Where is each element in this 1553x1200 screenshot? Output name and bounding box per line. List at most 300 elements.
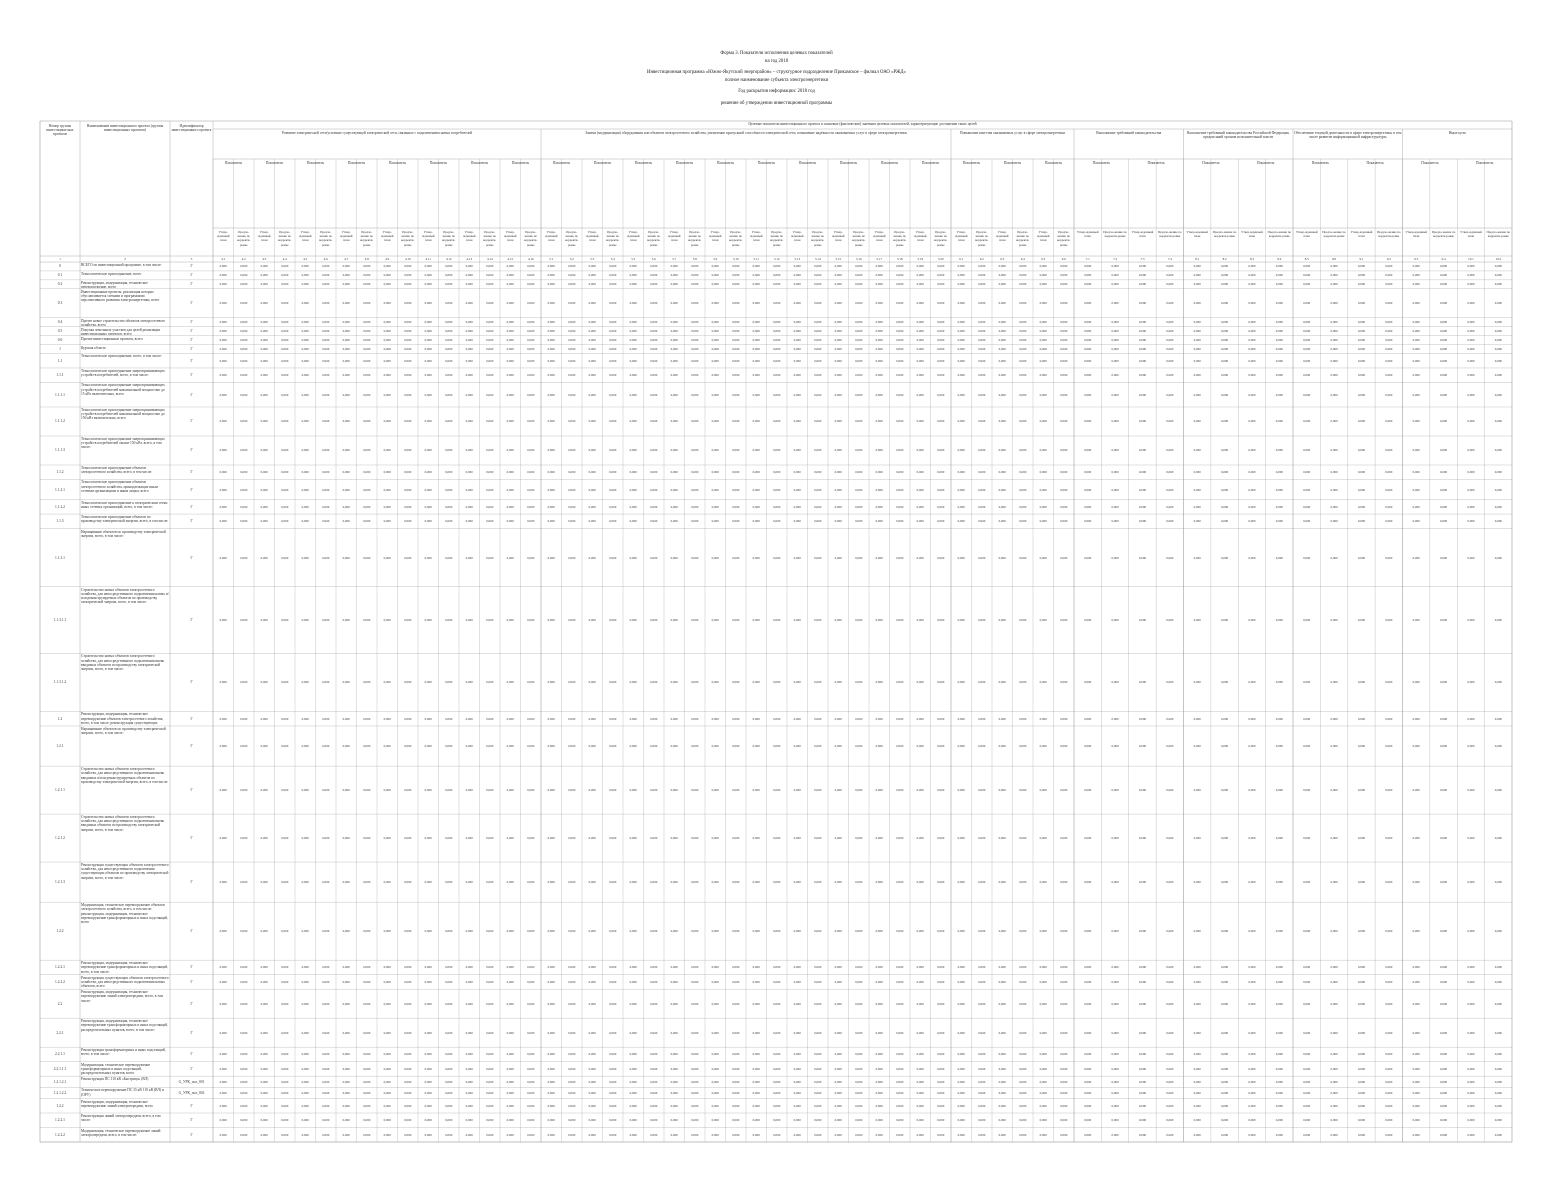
cell-value: 0,000 [480,717,501,722]
cell-value: 0,000 [746,519,767,524]
cell-value: 0,000 [1238,836,1265,841]
cell-value: 0,000 [1485,1091,1512,1096]
cell-value: 0,000 [582,717,603,722]
cell-value: 0,000 [398,329,419,334]
cell-value: 0,000 [644,393,665,398]
cell-value: 0,000 [418,393,439,398]
cell-value: 0,000 [1375,519,1402,524]
cell-value: 0,000 [1184,273,1211,278]
cell-value: 0,000 [1211,273,1238,278]
row-number: 0.3 [41,301,79,306]
cell-value: 0,000 [705,618,726,623]
cell-value: 0,000 [295,273,316,278]
cell-value: 0,000 [623,1031,644,1036]
cell-value: 0,000 [1101,338,1128,343]
cell-value: 0,000 [1485,419,1512,424]
cell-value: 0,000 [1074,359,1101,364]
cell-value: 0,000 [1403,373,1430,378]
cell-value: 0,000 [1156,301,1183,306]
cell-value: 0,000 [685,1052,706,1057]
cell-value: 0,000 [213,980,234,985]
cell-value: 0,000 [357,470,378,475]
cell-value: 0,000 [685,717,706,722]
cell-value: 0,000 [1238,470,1265,475]
cell-value: 0,000 [582,1080,603,1085]
cell-value: 0,000 [726,1002,747,1007]
indicator-header: Показатель [1185,161,1238,225]
column-number: 8.3 [1238,257,1265,262]
cell-value: 0,000 [336,419,357,424]
cell-value: 0,000 [439,1104,460,1109]
cell-value: 0,000 [336,282,357,287]
cell-value: 0,000 [562,680,583,685]
cell-value: 0,000 [418,1104,439,1109]
cell-value: 0,000 [1375,929,1402,934]
cell-value: 0,000 [869,1091,890,1096]
cell-value: 0,000 [992,788,1013,793]
cell-value: 0,000 [828,1067,849,1072]
cell-value: 0,000 [1238,744,1265,749]
cell-value: 0,000 [541,680,562,685]
cell-value: 0,000 [521,301,542,306]
cell-value: 0,000 [1054,470,1075,475]
cell-value: 0,000 [1129,1052,1156,1057]
cell-value: 0,000 [746,264,767,269]
cell-value: 0,000 [992,1118,1013,1123]
cell-value: 0,000 [1457,282,1484,287]
cell-value: 0,000 [582,680,603,685]
cell-value: 0,000 [644,273,665,278]
cell-value: 0,000 [787,618,808,623]
cell-value: 0,000 [398,282,419,287]
cell-value: 0,000 [1320,1002,1347,1007]
cell-value: 0,000 [234,1067,255,1072]
cell-value: 0,000 [1375,1067,1402,1072]
cell-value: 0,000 [828,965,849,970]
approved-plan-header: Утвер-жденный план [1034,230,1054,252]
cell-value: 0,000 [869,880,890,885]
cell-value: 0,000 [1485,1133,1512,1138]
cell-value: 0,000 [357,1104,378,1109]
cell-value: 0,000 [664,338,685,343]
cell-value: 0,000 [1320,448,1347,453]
column-number: 5.3 [582,257,603,262]
cell-value: 0,000 [951,1133,972,1138]
cell-value: 0,000 [377,373,398,378]
cell-value: 0,000 [767,273,788,278]
cell-value: 0,000 [521,788,542,793]
cell-value: 0,000 [562,1067,583,1072]
cell-value: 0,000 [1101,505,1128,510]
cell-value: 0,000 [705,488,726,493]
cell-value: 0,000 [562,273,583,278]
cell-value: 0,000 [787,338,808,343]
cell-value: 0,000 [910,359,931,364]
cell-value: 0,000 [439,1031,460,1036]
cell-value: 0,000 [603,519,624,524]
col-name-header: Наименование инвестиционного проекта (группы инвестиционных проектов) [81,124,169,144]
cell-value: 0,000 [685,347,706,352]
cell-value: 0,000 [746,1031,767,1036]
cell-value: 0,000 [705,1031,726,1036]
cell-value: 0,000 [521,965,542,970]
cell-value: 0,000 [562,282,583,287]
cell-value: 0,000 [1129,1091,1156,1096]
row-number: 1 [41,347,79,352]
cell-value: 0,000 [910,373,931,378]
cell-value: 0,000 [418,338,439,343]
cell-value: 0,000 [623,1002,644,1007]
cell-value: 0,000 [336,1080,357,1085]
cell-value: 0,000 [1238,264,1265,269]
cell-value: 0,000 [1403,1091,1430,1096]
col-number-header: Номер группы инвестицион-ных проектов [41,124,79,144]
cell-value: 0,000 [951,301,972,306]
cell-value: 0,000 [521,1002,542,1007]
cell-value: 0,000 [316,329,337,334]
cell-value: 0,000 [746,393,767,398]
cell-value: 0,000 [1457,1133,1484,1138]
cell-value: 0,000 [1184,320,1211,325]
cell-value: 0,000 [726,373,747,378]
cell-value: 0,000 [746,1118,767,1123]
cell-value: 0,000 [1485,788,1512,793]
cell-value: 0,000 [1375,880,1402,885]
cell-value: 0,000 [1293,488,1320,493]
cell-value: 0,000 [910,1031,931,1036]
cell-value: 0,000 [1403,1118,1430,1123]
cell-value: 0,000 [234,836,255,841]
cell-value: 0,000 [1485,680,1512,685]
cell-value: 0,000 [1348,419,1375,424]
cell-value: 0,000 [910,965,931,970]
cell-value: 0,000 [275,1133,296,1138]
cell-value: 0,000 [1293,1002,1320,1007]
cell-value: 0,000 [1403,880,1430,885]
cell-value: 0,000 [1013,470,1034,475]
cell-value: 0,000 [808,488,829,493]
cell-value: 0,000 [849,744,870,749]
cell-value: 0,000 [377,556,398,561]
cell-value: 0,000 [685,359,706,364]
disclosure-year: Год раскрытия информации: 2018 год [0,90,1553,95]
cell-value: 0,000 [869,556,890,561]
row-number: 1.2.2 [41,1104,79,1109]
cell-value: 0,000 [644,788,665,793]
cell-value: 0,000 [644,618,665,623]
cell-value: 0,000 [972,1067,993,1072]
cell-value: 0,000 [1457,1091,1484,1096]
cell-value: 0,000 [890,1002,911,1007]
cell-value: 0,000 [480,359,501,364]
cell-value: 0,000 [1054,929,1075,934]
cell-value: 0,000 [275,1091,296,1096]
cell-value: 0,000 [1238,618,1265,623]
column-number: 5.1 [541,257,562,262]
cell-value: 0,000 [357,1052,378,1057]
cell-value: 0,000 [931,788,952,793]
cell-value: 0,000 [1211,338,1238,343]
cell-value: 0,000 [1033,1052,1054,1057]
cell-value: 0,000 [1238,373,1265,378]
cell-value: 0,000 [377,320,398,325]
cell-value: 0,000 [1403,470,1430,475]
cell-value: 0,000 [541,338,562,343]
cell-value: 0,000 [521,717,542,722]
row-name: Инвестиционные проекты, реализация которых обуславливается схемами и программами перспективного развития электроэнергетики, всего [81,290,169,317]
cell-value: 0,000 [992,618,1013,623]
cell-value: 0,000 [439,556,460,561]
column-number: 4.2 [234,257,255,262]
cell-value: 0,000 [439,282,460,287]
cell-value: 0,000 [664,329,685,334]
row-identifier: Г [171,965,212,970]
indicator-header: Показатель [952,161,991,225]
column-number: 5.11 [746,257,767,262]
cell-value: 0,000 [254,329,275,334]
cell-value: 0,000 [890,373,911,378]
cell-value: 0,000 [1101,359,1128,364]
cell-value: 0,000 [1430,717,1457,722]
cell-value: 0,000 [418,788,439,793]
cell-value: 0,000 [767,347,788,352]
cell-value: 0,000 [869,419,890,424]
cell-value: 0,000 [1320,320,1347,325]
cell-value: 0,000 [992,273,1013,278]
cell-value: 0,000 [398,788,419,793]
cell-value: 0,000 [644,1104,665,1109]
cell-value: 0,000 [644,264,665,269]
cell-value: 0,000 [1156,519,1183,524]
cell-value: 0,000 [439,329,460,334]
cell-value: 0,000 [336,744,357,749]
cell-value: 0,000 [910,282,931,287]
correction-proposal-header: Предло-жение по корректи-ровке [1054,230,1074,252]
cell-value: 0,000 [254,519,275,524]
cell-value: 0,000 [500,965,521,970]
cell-value: 0,000 [336,301,357,306]
cell-value: 0,000 [951,282,972,287]
row-name: Реконструкция, модернизация, техническое перевооружение линий электропередачи, всего [81,1100,169,1112]
cell-value: 0,000 [1033,282,1054,287]
cell-value: 0,000 [828,359,849,364]
cell-value: 0,000 [1211,470,1238,475]
correction-proposal-header: Предло-жение по корректи-ровке [1321,230,1347,252]
cell-value: 0,000 [275,1080,296,1085]
cell-value: 0,000 [234,505,255,510]
cell-value: 0,000 [377,393,398,398]
cell-value: 0,000 [1211,980,1238,985]
cell-value: 0,000 [357,836,378,841]
row-identifier: Г [171,880,212,885]
cell-value: 0,000 [500,273,521,278]
cell-value: 0,000 [1293,1031,1320,1036]
cell-value: 0,000 [767,393,788,398]
cell-value: 0,000 [869,347,890,352]
cell-value: 0,000 [562,556,583,561]
cell-value: 0,000 [623,282,644,287]
cell-value: 0,000 [603,880,624,885]
row-name: Модернизация, техническое перевооружение линий электропередачи, всего, в том числе: [81,1129,169,1141]
cell-value: 0,000 [234,1052,255,1057]
cell-value: 0,000 [828,505,849,510]
cell-value: 0,000 [1101,1067,1128,1072]
cell-value: 0,000 [582,488,603,493]
cell-value: 0,000 [1054,1067,1075,1072]
cell-value: 0,000 [1156,717,1183,722]
cell-value: 0,000 [767,282,788,287]
cell-value: 0,000 [521,880,542,885]
cell-value: 0,000 [1013,1052,1034,1057]
cell-value: 0,000 [213,470,234,475]
cell-value: 0,000 [1054,1104,1075,1109]
cell-value: 0,000 [1033,680,1054,685]
cell-value: 0,000 [1320,680,1347,685]
cell-value: 0,000 [1074,373,1101,378]
cell-value: 0,000 [828,264,849,269]
indicator-header: Показатель [870,161,909,225]
cell-value: 0,000 [1101,347,1128,352]
cell-value: 0,000 [1238,320,1265,325]
cell-value: 0,000 [357,448,378,453]
approved-plan-header: Утвер-жденный план [665,230,685,252]
cell-value: 0,000 [1033,347,1054,352]
cell-value: 0,000 [316,880,337,885]
column-number: 5.10 [726,257,747,262]
cell-value: 0,000 [377,788,398,793]
cell-value: 0,000 [377,419,398,424]
row-identifier: Г [171,1067,212,1072]
cell-value: 0,000 [1101,282,1128,287]
cell-value: 0,000 [890,980,911,985]
cell-value: 0,000 [1129,717,1156,722]
approved-plan-header: Утвер-жденный план [255,230,275,252]
cell-value: 0,000 [459,680,480,685]
cell-value: 0,000 [1033,1133,1054,1138]
cell-value: 0,000 [1211,419,1238,424]
cell-value: 0,000 [562,373,583,378]
cell-value: 0,000 [275,393,296,398]
cell-value: 0,000 [664,347,685,352]
cell-value: 0,000 [869,1052,890,1057]
cell-value: 0,000 [951,556,972,561]
cell-value: 0,000 [869,448,890,453]
cell-value: 0,000 [746,1067,767,1072]
cell-value: 0,000 [869,1067,890,1072]
cell-value: 0,000 [1293,359,1320,364]
cell-value: 0,000 [849,320,870,325]
cell-value: 0,000 [664,929,685,934]
cell-value: 0,000 [1054,347,1075,352]
row-identifier: Г [171,359,212,364]
cell-value: 0,000 [1320,373,1347,378]
cell-value: 0,000 [521,680,542,685]
cell-value: 0,000 [1375,347,1402,352]
cell-value: 0,000 [869,329,890,334]
cell-value: 0,000 [521,320,542,325]
cell-value: 0,000 [1074,282,1101,287]
cell-value: 0,000 [1033,618,1054,623]
cell-value: 0,000 [336,1133,357,1138]
cell-value: 0,000 [1129,505,1156,510]
cell-value: 0,000 [767,373,788,378]
cell-value: 0,000 [480,1002,501,1007]
indicator-header: Показатель [542,161,581,225]
cell-value: 0,000 [931,836,952,841]
indicator-header: Показатель [624,161,663,225]
cell-value: 0,000 [787,320,808,325]
cell-value: 0,000 [316,1133,337,1138]
cell-value: 0,000 [726,717,747,722]
cell-value: 0,000 [459,373,480,378]
cell-value: 0,000 [705,1067,726,1072]
cell-value: 0,000 [726,1118,747,1123]
cell-value: 0,000 [992,965,1013,970]
cell-value: 0,000 [336,448,357,453]
cell-value: 0,000 [1054,488,1075,493]
cell-value: 0,000 [1129,1080,1156,1085]
cell-value: 0,000 [910,1002,931,1007]
cell-value: 0,000 [1266,264,1293,269]
cell-value: 0,000 [1348,880,1375,885]
cell-value: 0,000 [480,929,501,934]
cell-value: 0,000 [992,419,1013,424]
cell-value: 0,000 [808,470,829,475]
cell-value: 0,000 [705,980,726,985]
cell-value: 0,000 [1485,301,1512,306]
indicator-header: Показатель [255,161,294,225]
cell-value: 0,000 [500,338,521,343]
cell-value: 0,000 [1320,1052,1347,1057]
cell-value: 0,000 [1211,680,1238,685]
cell-value: 0,000 [234,320,255,325]
cell-value: 0,000 [931,1104,952,1109]
cell-value: 0,000 [480,1133,501,1138]
cell-value: 0,000 [234,1031,255,1036]
cell-value: 0,000 [1457,1052,1484,1057]
cell-value: 0,000 [336,347,357,352]
cell-value: 0,000 [685,273,706,278]
cell-value: 0,000 [910,1118,931,1123]
cell-value: 0,000 [1403,393,1430,398]
cell-value: 0,000 [254,1118,275,1123]
cell-value: 0,000 [1129,880,1156,885]
cell-value: 0,000 [623,1091,644,1096]
cell-value: 0,000 [890,556,911,561]
cell-value: 0,000 [767,1052,788,1057]
cell-value: 0,000 [562,929,583,934]
cell-value: 0,000 [726,1052,747,1057]
cell-value: 0,000 [1101,1002,1128,1007]
cell-value: 0,000 [1403,347,1430,352]
cell-value: 0,000 [1457,338,1484,343]
cell-value: 0,000 [1320,744,1347,749]
cell-value: 0,000 [500,1067,521,1072]
cell-value: 0,000 [275,1002,296,1007]
cell-value: 0,000 [1184,488,1211,493]
cell-value: 0,000 [623,965,644,970]
cell-value: 0,000 [664,880,685,885]
indicator-header: Показатель [583,161,622,225]
cell-value: 0,000 [1013,505,1034,510]
cell-value: 0,000 [1074,788,1101,793]
cell-value: 0,000 [685,836,706,841]
column-number: 5.13 [787,257,808,262]
cell-value: 0,000 [705,1080,726,1085]
cell-value: 0,000 [931,744,952,749]
cell-value: 0,000 [500,1104,521,1109]
cell-value: 0,000 [521,1031,542,1036]
